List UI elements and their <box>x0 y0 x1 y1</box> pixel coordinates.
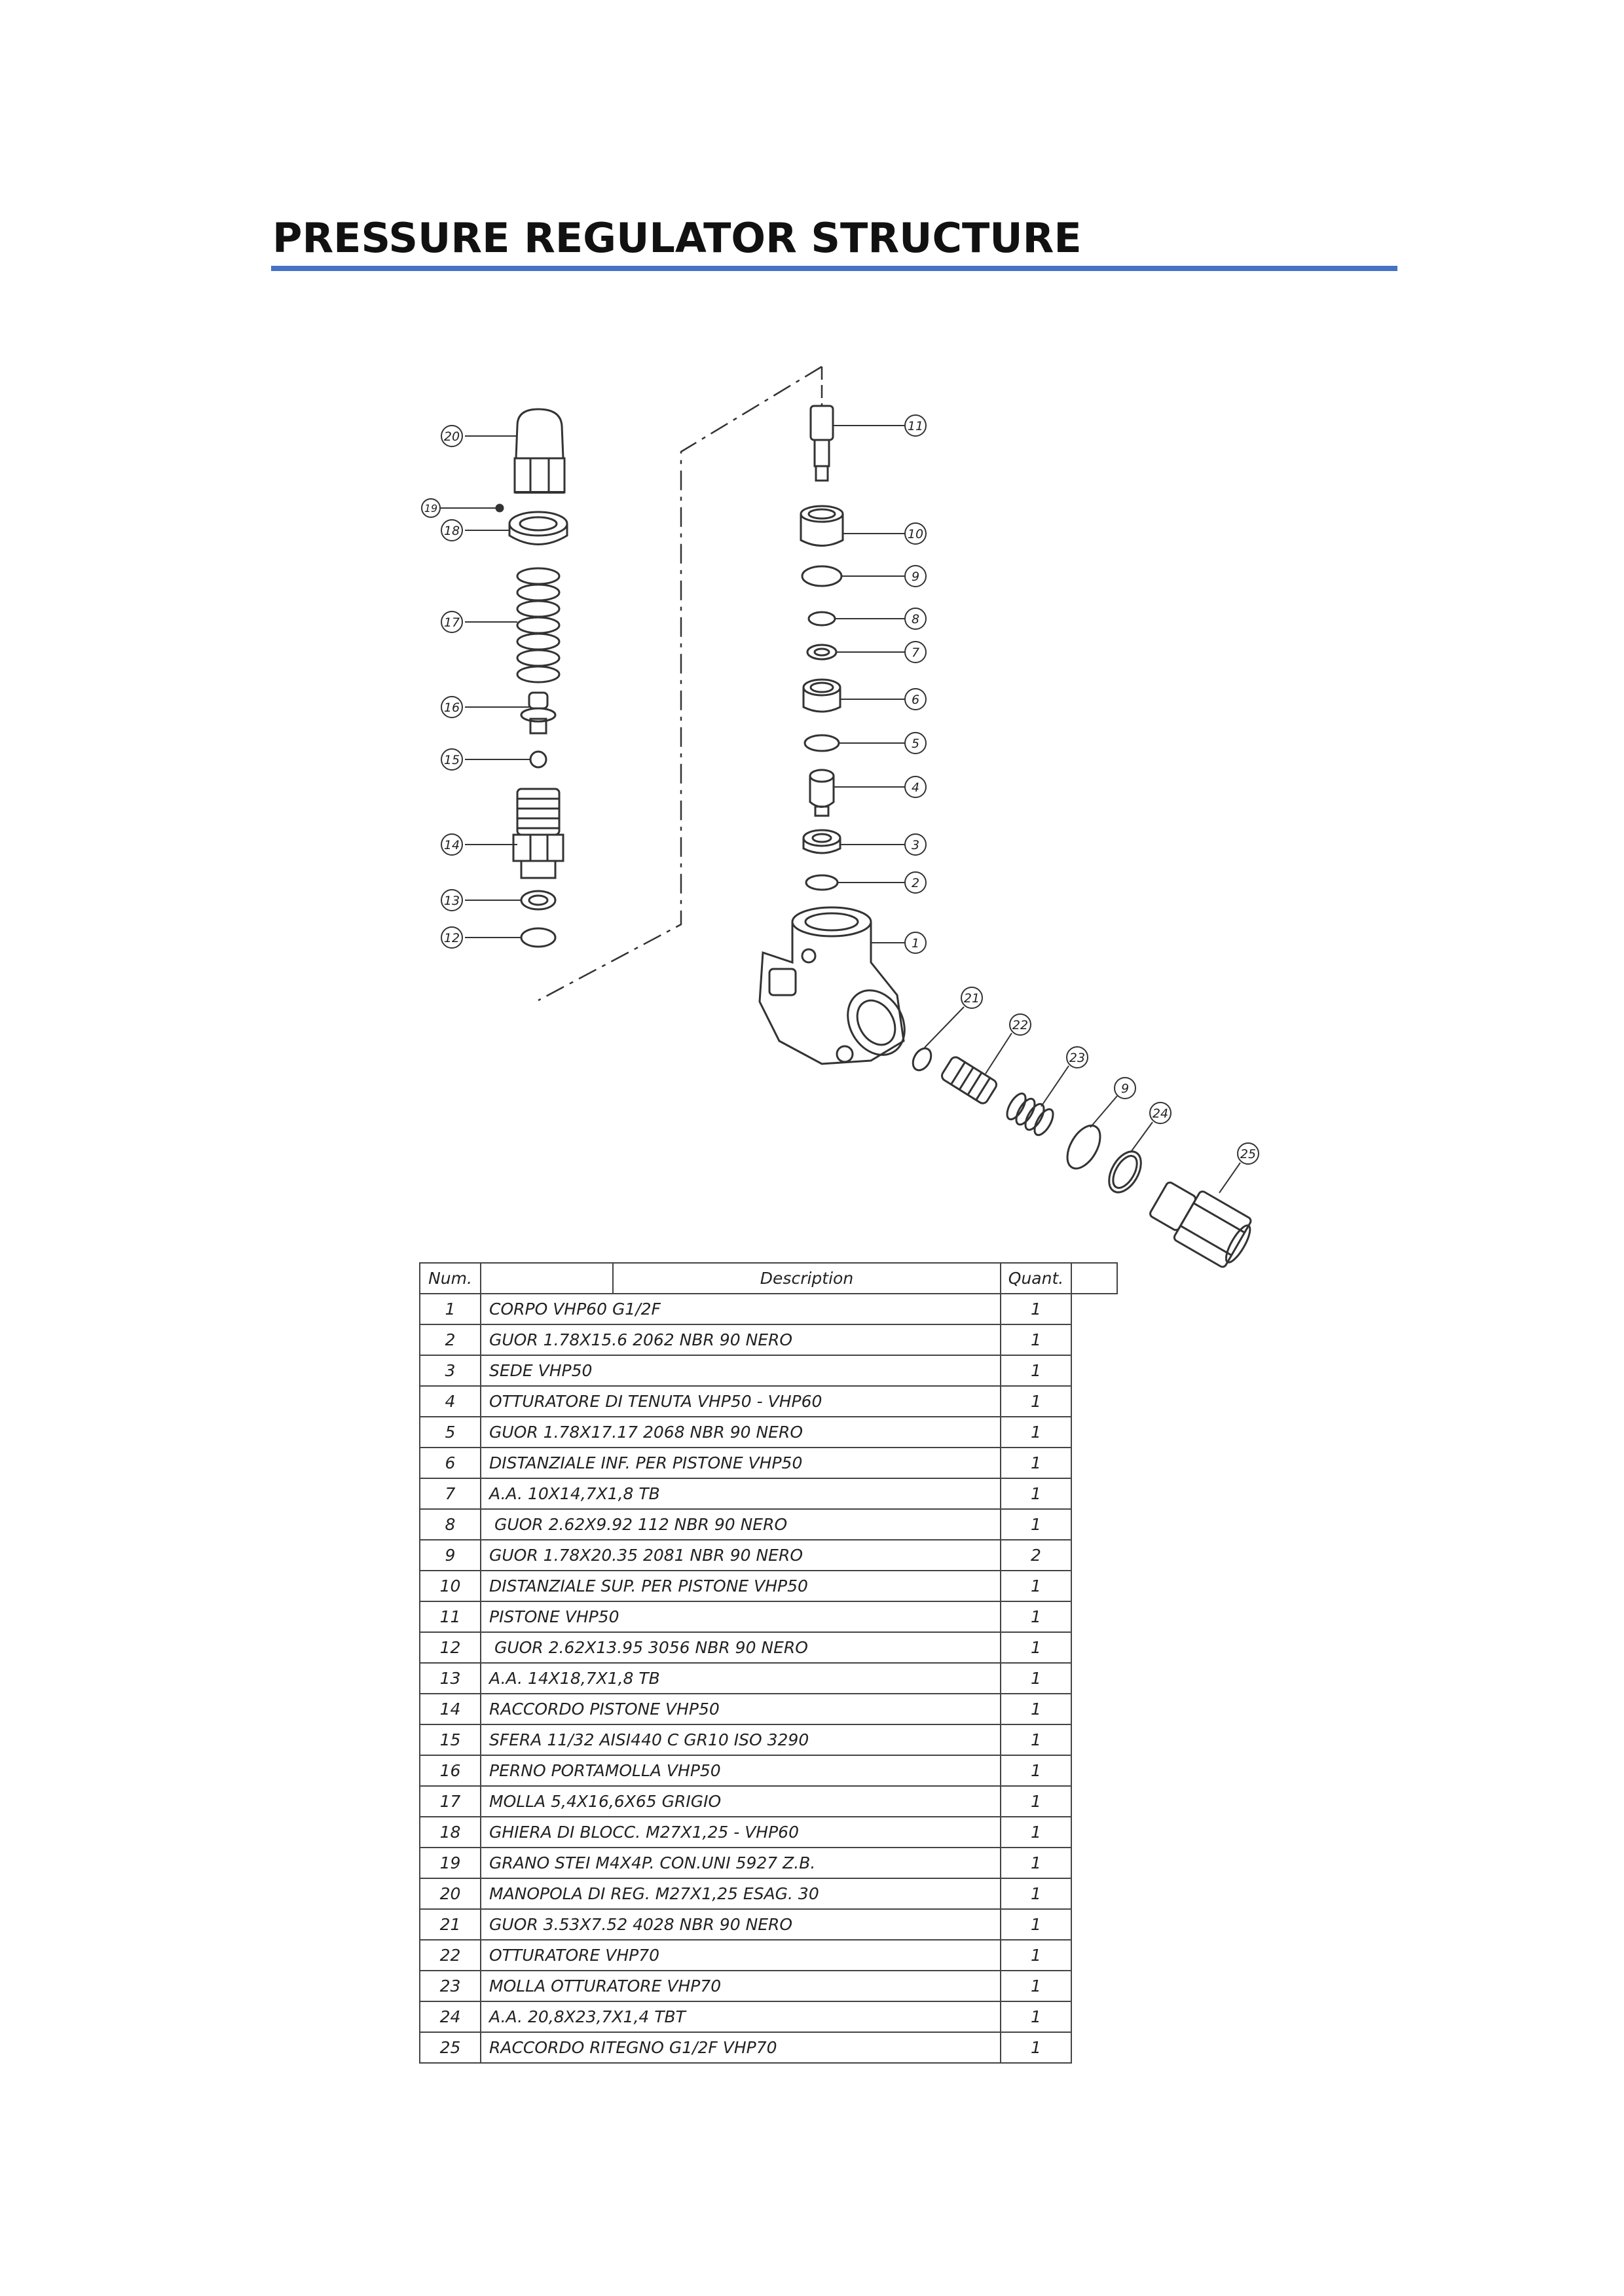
row-description: A.A. 14X18,7X1,8 TB <box>481 1663 1001 1694</box>
row-description: GHIERA DI BLOCC. M27X1,25 - VHP60 <box>481 1817 1001 1848</box>
row-description: PERNO PORTAMOLLA VHP50 <box>481 1755 1001 1786</box>
row-num: 12 <box>420 1632 481 1663</box>
row-quant: 1 <box>1001 1694 1071 1724</box>
row-description: GUOR 2.62X13.95 3056 NBR 90 NERO <box>481 1632 1001 1663</box>
part-7-washer <box>807 645 836 659</box>
row-num: 18 <box>420 1817 481 1848</box>
table-row <box>420 1509 1117 1540</box>
row-description: SEDE VHP50 <box>481 1355 1001 1386</box>
table-row <box>420 1632 1117 1663</box>
part-24-washer <box>1103 1146 1148 1198</box>
row-num: 17 <box>420 1786 481 1817</box>
row-description: MANOPOLA DI REG. M27X1,25 ESAG. 30 <box>481 1878 1001 1909</box>
part-11-piston <box>811 406 833 481</box>
part-13-washer <box>521 891 555 909</box>
row-num: 21 <box>420 1909 481 1940</box>
table-row <box>420 1601 1117 1632</box>
table-row <box>420 1755 1117 1786</box>
part-25-check-fitting <box>1145 1174 1258 1271</box>
row-num: 4 <box>420 1386 481 1417</box>
row-description: RACCORDO RITEGNO G1/2F VHP70 <box>481 2032 1001 2063</box>
callout-23: 23 <box>1069 1051 1086 1065</box>
part-17-spring <box>517 568 559 682</box>
callout-15: 15 <box>443 753 460 767</box>
row-quant: 1 <box>1001 1817 1071 1848</box>
row-description: A.A. 20,8X23,7X1,4 TBT <box>481 2001 1001 2032</box>
table-row <box>420 1448 1117 1478</box>
row-quant: 1 <box>1001 1663 1071 1694</box>
callout-4: 4 <box>911 780 920 795</box>
row-description: OTTURATORE DI TENUTA VHP50 - VHP60 <box>481 1386 1001 1417</box>
part-15-ball <box>530 752 546 767</box>
row-quant: 1 <box>1001 1324 1071 1355</box>
row-quant: 1 <box>1001 1478 1071 1509</box>
table-row <box>420 1540 1117 1571</box>
row-description: GUOR 1.78X20.35 2081 NBR 90 NERO <box>481 1540 1001 1571</box>
parts-table-body <box>420 1294 1117 2063</box>
row-description: A.A. 10X14,7X1,8 TB <box>481 1478 1001 1509</box>
part-22-shutter <box>940 1055 998 1105</box>
part-5-oring <box>805 735 839 751</box>
table-row <box>420 1417 1117 1448</box>
row-quant: 1 <box>1001 1571 1071 1601</box>
callout-1: 1 <box>911 936 920 951</box>
part-14-piston-fitting <box>513 789 563 878</box>
part-10-upper-spacer <box>801 506 843 546</box>
table-row <box>420 1355 1117 1386</box>
row-num: 3 <box>420 1355 481 1386</box>
table-row <box>420 1694 1117 1724</box>
row-quant: 1 <box>1001 1601 1071 1632</box>
row-description: GUOR 2.62X9.92 112 NBR 90 NERO <box>481 1509 1001 1540</box>
callout-13: 13 <box>443 894 460 908</box>
row-description: MOLLA OTTURATORE VHP70 <box>481 1971 1001 2001</box>
row-quant: 1 <box>1001 1755 1071 1786</box>
table-row <box>420 1324 1117 1355</box>
callout-16: 16 <box>443 701 460 715</box>
row-num: 25 <box>420 2032 481 2063</box>
header-description <box>481 1263 1001 1294</box>
part-21-oring <box>910 1045 935 1073</box>
part-9-oring <box>802 566 841 586</box>
callout-10: 10 <box>907 527 924 541</box>
row-description: SFERA 11/32 AISI440 C GR10 ISO 3290 <box>481 1724 1001 1755</box>
part-23-shutter-spring <box>1003 1091 1056 1138</box>
table-row <box>420 1294 1117 1324</box>
header-num: Num. <box>420 1263 481 1294</box>
row-num: 24 <box>420 2001 481 2032</box>
callout-21: 21 <box>963 991 980 1006</box>
part-20-knob <box>515 409 564 492</box>
row-quant: 1 <box>1001 1724 1071 1755</box>
header-quant: Quant. <box>1001 1263 1071 1294</box>
row-quant: 1 <box>1001 1417 1071 1448</box>
row-description: GRANO STEI M4X4P. CON.UNI 5927 Z.B. <box>481 1848 1001 1878</box>
row-description: GUOR 1.78X17.17 2068 NBR 90 NERO <box>481 1417 1001 1448</box>
part-8-oring <box>809 612 835 625</box>
row-num: 6 <box>420 1448 481 1478</box>
row-quant: 1 <box>1001 1509 1071 1540</box>
row-num: 20 <box>420 1878 481 1909</box>
part-9-oring-second <box>1061 1120 1107 1174</box>
table-row <box>420 1724 1117 1755</box>
row-num: 23 <box>420 1971 481 2001</box>
row-num: 16 <box>420 1755 481 1786</box>
row-num: 11 <box>420 1601 481 1632</box>
row-quant: 1 <box>1001 1448 1071 1478</box>
row-quant: 1 <box>1001 1786 1071 1817</box>
callout-11: 11 <box>907 419 924 433</box>
table-row <box>420 1786 1117 1817</box>
row-quant: 1 <box>1001 1848 1071 1878</box>
row-quant: 1 <box>1001 1940 1071 1971</box>
callout-22: 22 <box>1012 1018 1029 1032</box>
table-row <box>420 1571 1117 1601</box>
row-description: DISTANZIALE INF. PER PISTONE VHP50 <box>481 1448 1001 1478</box>
row-num: 19 <box>420 1848 481 1878</box>
assembly-path <box>538 367 822 1000</box>
header-tail <box>1071 1263 1117 1294</box>
row-description: RACCORDO PISTONE VHP50 <box>481 1694 1001 1724</box>
row-quant: 1 <box>1001 2032 1071 2063</box>
callout-7: 7 <box>911 646 920 660</box>
callout-18: 18 <box>443 524 460 538</box>
row-description: MOLLA 5,4X16,6X65 GRIGIO <box>481 1786 1001 1817</box>
part-6-lower-spacer <box>803 680 840 712</box>
callout-14: 14 <box>443 838 460 852</box>
row-num: 9 <box>420 1540 481 1571</box>
row-num: 8 <box>420 1509 481 1540</box>
row-quant: 1 <box>1001 1878 1071 1909</box>
part-2-oring <box>806 875 838 890</box>
callout-3: 3 <box>911 838 920 852</box>
row-description: PISTONE VHP50 <box>481 1601 1001 1632</box>
parts-table <box>419 1262 1118 2064</box>
row-num: 5 <box>420 1417 481 1448</box>
table-row <box>420 2001 1117 2032</box>
callout-20: 20 <box>443 429 460 444</box>
row-quant: 1 <box>1001 2001 1071 2032</box>
table-row <box>420 1478 1117 1509</box>
table-header-row <box>420 1263 1117 1294</box>
table-row <box>420 1386 1117 1417</box>
row-num: 7 <box>420 1478 481 1509</box>
callout-2: 2 <box>911 876 920 890</box>
table-row <box>420 1848 1117 1878</box>
callout-8: 8 <box>911 612 920 627</box>
callout-5: 5 <box>911 737 920 751</box>
callout-24: 24 <box>1152 1106 1169 1121</box>
part-18-lock-ring <box>509 512 567 545</box>
row-quant: 1 <box>1001 1386 1071 1417</box>
table-row <box>420 1909 1117 1940</box>
table-row <box>420 1971 1117 2001</box>
callout-9-second: 9 <box>1120 1082 1130 1096</box>
row-quant: 2 <box>1001 1540 1071 1571</box>
row-description: DISTANZIALE SUP. PER PISTONE VHP50 <box>481 1571 1001 1601</box>
row-num: 22 <box>420 1940 481 1971</box>
row-num: 1 <box>420 1294 481 1324</box>
page-title: PRESSURE REGULATOR STRUCTURE <box>272 214 1082 262</box>
row-quant: 1 <box>1001 1294 1071 1324</box>
callout-25: 25 <box>1240 1147 1257 1161</box>
row-quant: 1 <box>1001 1971 1071 2001</box>
row-description: GUOR 1.78X15.6 2062 NBR 90 NERO <box>481 1324 1001 1355</box>
part-19-grub-screw <box>496 505 503 511</box>
row-quant: 1 <box>1001 1355 1071 1386</box>
part-4-seal-shutter <box>810 770 834 816</box>
table-row <box>420 2032 1117 2063</box>
row-num: 2 <box>420 1324 481 1355</box>
part-3-seat <box>803 830 840 853</box>
part-1-body <box>760 907 916 1065</box>
callout-19: 19 <box>424 502 438 515</box>
row-num: 10 <box>420 1571 481 1601</box>
row-description: GUOR 3.53X7.52 4028 NBR 90 NERO <box>481 1909 1001 1940</box>
row-description: OTTURATORE VHP70 <box>481 1940 1001 1971</box>
row-num: 15 <box>420 1724 481 1755</box>
table-row <box>420 1817 1117 1848</box>
row-quant: 1 <box>1001 1632 1071 1663</box>
row-num: 14 <box>420 1694 481 1724</box>
table-row <box>420 1663 1117 1694</box>
row-description: CORPO VHP60 G1/2F <box>481 1294 1001 1324</box>
part-12-oring <box>521 928 555 947</box>
table-row <box>420 1878 1117 1909</box>
callout-6: 6 <box>911 693 920 707</box>
table-row <box>420 1940 1117 1971</box>
part-16-spring-pin <box>521 693 555 733</box>
header-description-label: Description <box>760 1269 854 1288</box>
callout-9: 9 <box>911 570 920 584</box>
callout-17: 17 <box>443 615 460 630</box>
callout-12: 12 <box>443 931 460 945</box>
row-quant: 1 <box>1001 1909 1071 1940</box>
row-num: 13 <box>420 1663 481 1694</box>
